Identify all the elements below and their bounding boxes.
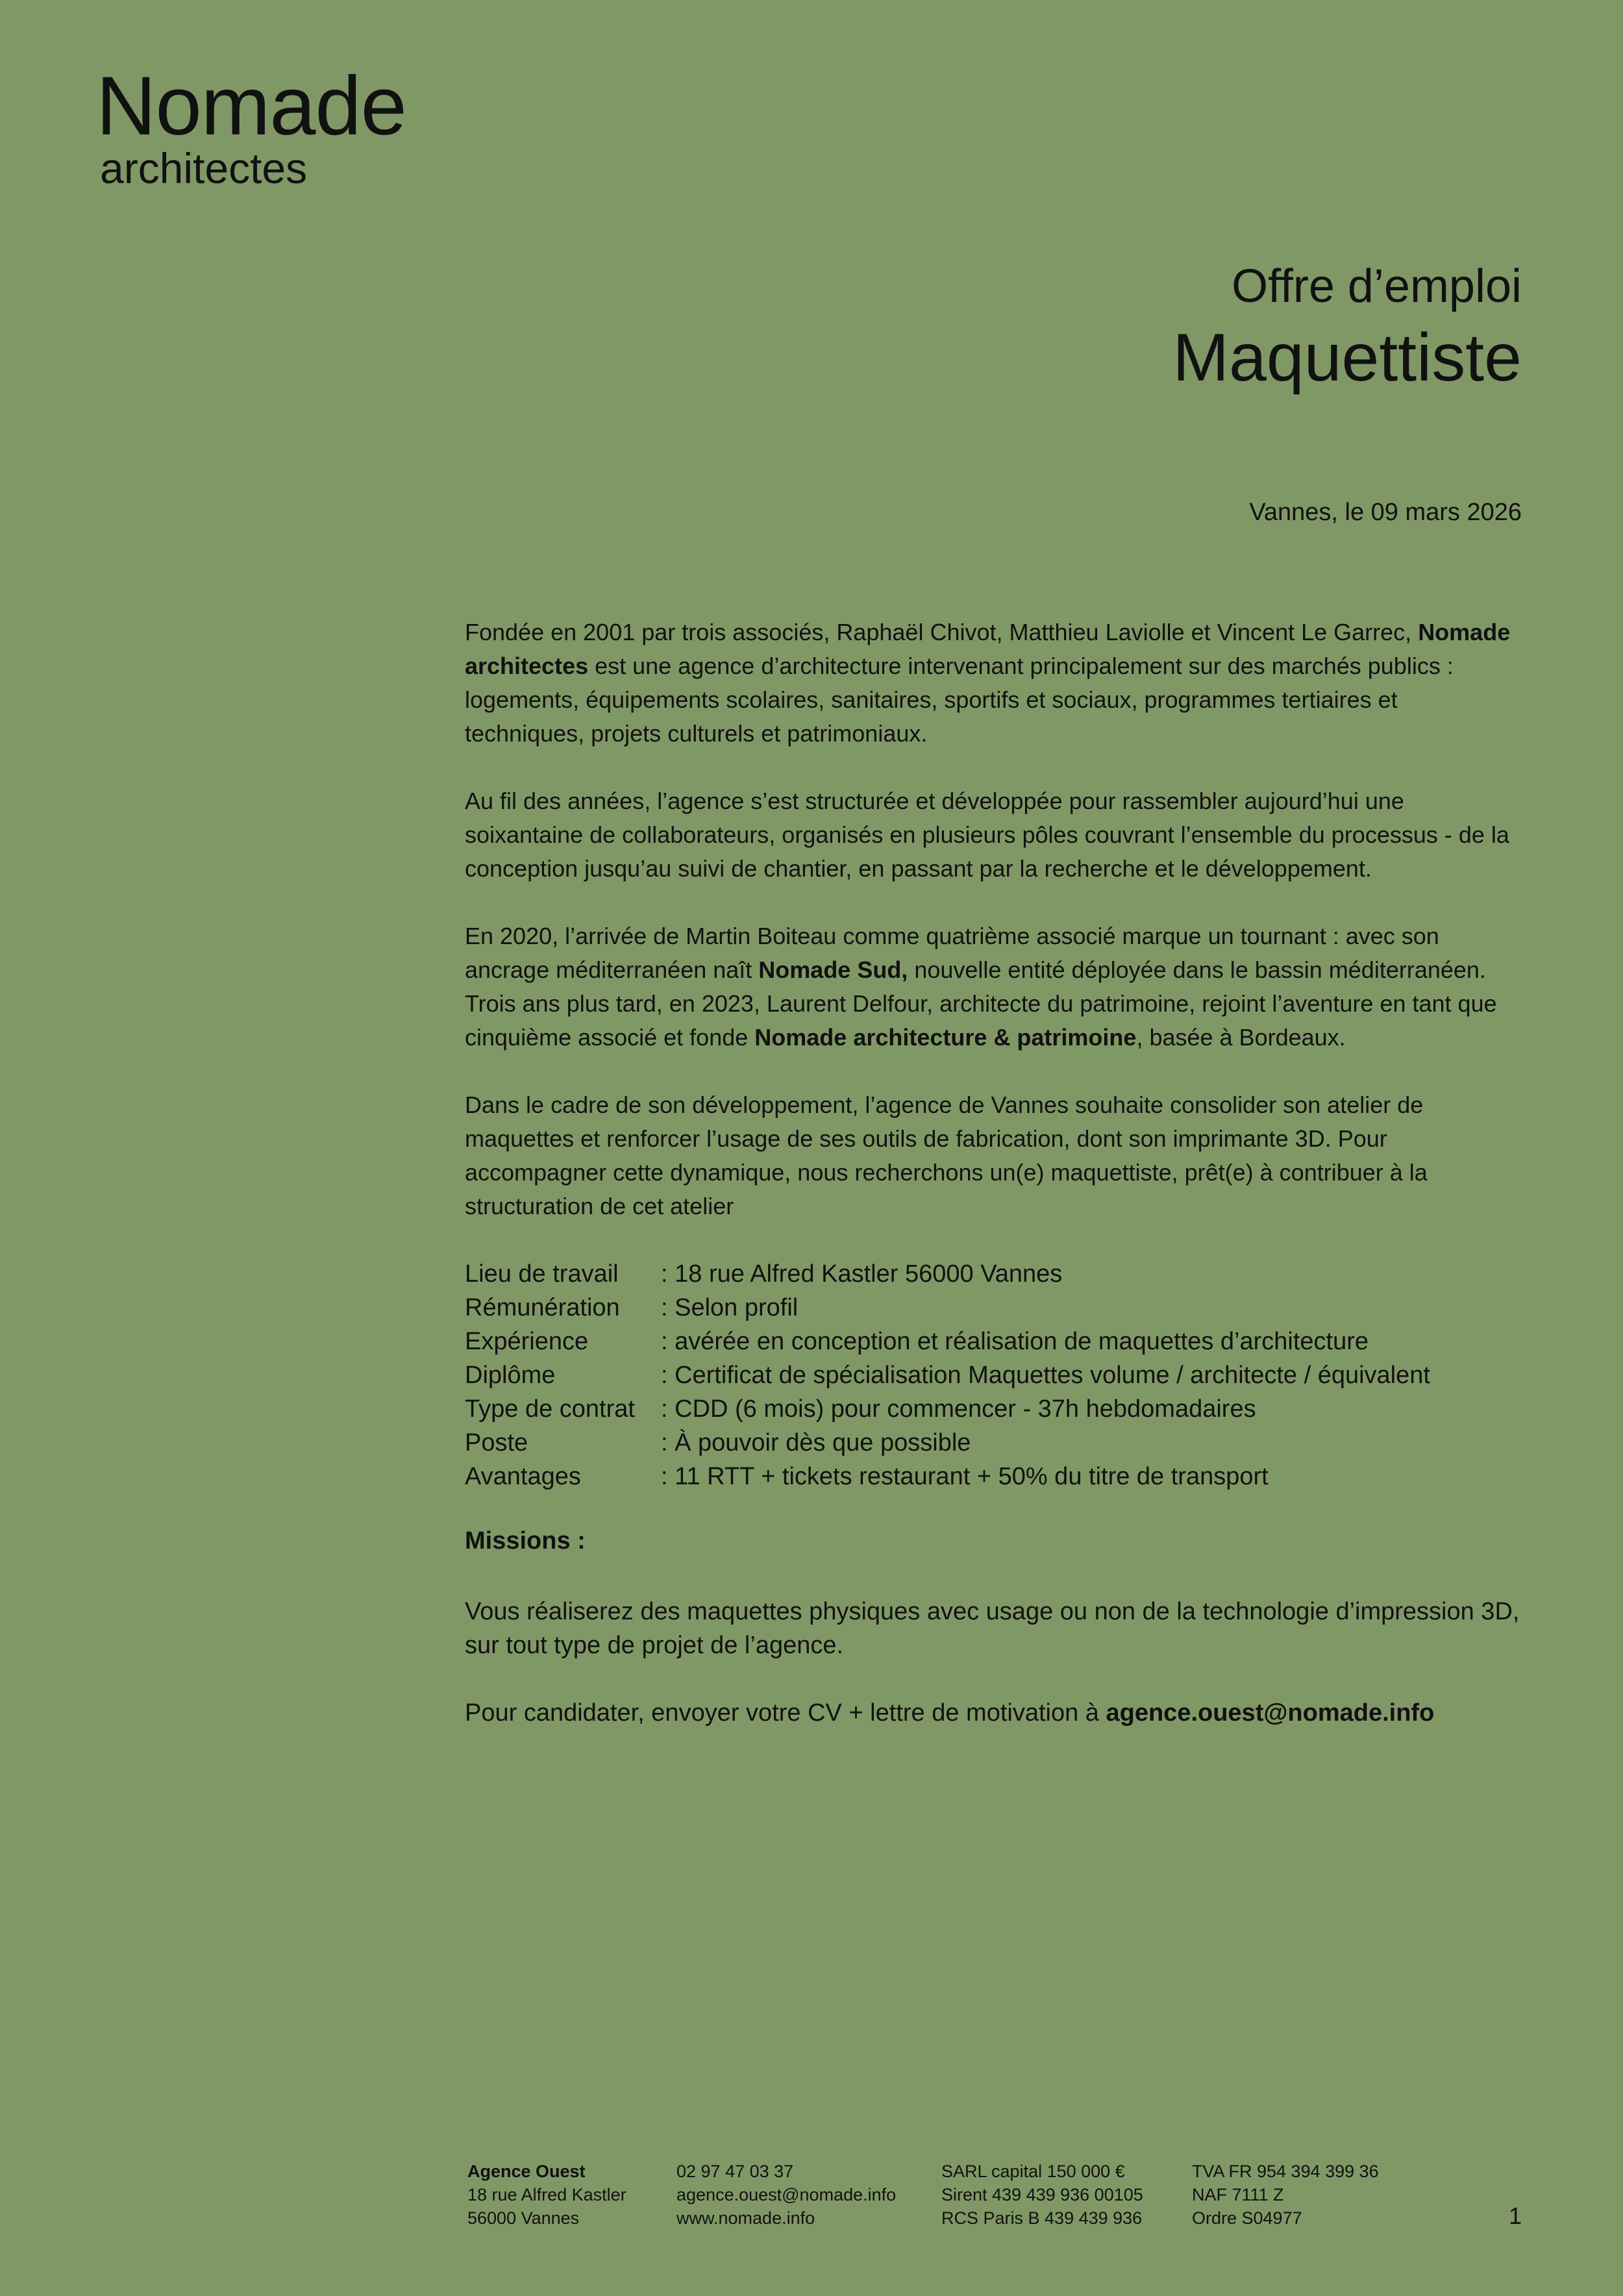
text-span: , basée à Bordeaux. (1136, 1024, 1346, 1051)
text-span: En 2020, l’arrivée de Martin Boiteau comme quatrième associé marque un tournant : avec son ancrage méditerranéen naît (465, 923, 1439, 983)
application-instructions (465, 1696, 1434, 1730)
footer-ordre: Ordre S04977 (1192, 2208, 1302, 2228)
page-number: 1 (1508, 2202, 1522, 2229)
entity-name-bold: Nomade architecture & patrimoine (754, 1024, 1137, 1051)
footer-city: 56000 Vannes (467, 2208, 580, 2228)
apply-text: Pour candidater, envoyer votre CV + lettre de motivation à (465, 1699, 1106, 1727)
detail-row (465, 1460, 1430, 1493)
detail-label: Diplôme (465, 1362, 556, 1389)
text-span: est une agence d’architecture intervenant principalement sur des marchés publics : logements, équipements scolaires, sanitaires, sportifs et sociaux, programmes tertiaires et techniques, projets culturels et patrimoniaux. (465, 653, 1454, 747)
footer-tax (1192, 2160, 1379, 2230)
footer-siret: Sirent 439 439 936 00105 (941, 2185, 1143, 2204)
detail-label: Avantages (465, 1463, 581, 1490)
intro-body (465, 616, 1522, 1257)
footer-naf: NAF 7111 Z (1192, 2185, 1284, 2204)
detail-label: Poste (465, 1429, 528, 1456)
detail-value: : Certificat de spécialisation Maquettes volume / architecte / équivalent (661, 1362, 1430, 1389)
detail-row (465, 1426, 1430, 1460)
document-date: Vannes, le 09 mars 2026 (1249, 499, 1522, 526)
paragraph-development: Dans le cadre de son développement, l’agence de Vannes souhaite consolider son atelier de maquettes et renforcer l’usage de ses outils de fabrication, dont son imprimante 3D. Pour accompagner cette dynamique, nous recherchons un(e) maquettiste, prêt(e) à contribuer à la structuration de cet atelier (465, 1092, 1428, 1219)
detail-value: : Selon profil (661, 1294, 799, 1321)
footer-email[interactable]: agence.ouest@nomade.info (676, 2185, 897, 2204)
footer-website[interactable]: www.nomade.info (676, 2208, 815, 2228)
detail-value: : CDD (6 mois) pour commencer - 37h hebdomadaires (661, 1395, 1256, 1423)
footer-tva: TVA FR 954 394 399 36 (1192, 2162, 1379, 2181)
detail-label: Rémunération (465, 1294, 620, 1321)
footer-rcs: RCS Paris B 439 439 936 (941, 2208, 1143, 2228)
detail-label: Type de contrat (465, 1395, 635, 1423)
logo-subtitle: architectes (100, 144, 308, 192)
detail-value: : À pouvoir dès que possible (661, 1429, 971, 1456)
footer-agency-name: Agence Ouest (467, 2162, 586, 2181)
detail-row (465, 1358, 1430, 1392)
footer-capital: SARL capital 150 000 € (941, 2162, 1125, 2181)
entity-name-bold: Nomade Sud, (758, 956, 908, 983)
company-name-bold: Nomade architectes (465, 619, 1511, 679)
footer-contact (676, 2160, 896, 2230)
paragraph-growth: Au fil des années, l’agence s’est structurée et développée pour rassembler aujourd’hui une soixantaine de collaborateurs, organisés en plusieurs pôles couvrant l’ensemble du processus - de la conception jusqu’au suivi de chantier, en passant par la recherche et le développement. (465, 788, 1509, 882)
job-title: Maquettiste (1172, 320, 1522, 396)
logo-name: Nomade (96, 60, 406, 153)
detail-row (465, 1257, 1430, 1291)
detail-label: Expérience (465, 1328, 589, 1355)
footer-phone: 02 97 47 03 37 (676, 2162, 794, 2181)
detail-row (465, 1325, 1430, 1358)
heading-kicker: Offre d’emploi (1232, 260, 1522, 312)
detail-value: : avérée en conception et réalisation de maquettes d’architecture (661, 1328, 1369, 1355)
text-span: Fondée en 2001 par trois associés, Raphaël Chivot, Matthieu Laviolle et Vincent Le Garrec, (465, 619, 1419, 645)
missions-text: Vous réaliserez des maquettes physiques avec usage ou non de la technologie d’impression 3D, sur tout type de projet de l’agence. (465, 1598, 1520, 1659)
apply-email[interactable]: agence.ouest@nomade.info (1106, 1699, 1435, 1727)
text-span: nouvelle entité déployée dans le bassin méditerranéen. Trois ans plus tard, en 2023, Laurent Delfour, architecte du patrimoine, rejoint l’aventure en tant que cinquième associé et fonde (465, 956, 1497, 1051)
detail-row (465, 1291, 1430, 1325)
detail-label: Lieu de travail (465, 1260, 619, 1288)
detail-value: : 18 rue Alfred Kastler 56000 Vannes (661, 1260, 1063, 1288)
paragraph-history (465, 919, 1522, 1054)
job-details (465, 1257, 1430, 1493)
detail-row (465, 1392, 1430, 1426)
paragraph-founding (465, 616, 1522, 751)
detail-value: : 11 RTT + tickets restaurant + 50% du titre de transport (661, 1463, 1269, 1490)
company-logo (96, 60, 406, 192)
document-heading (1172, 258, 1522, 397)
footer-legal (941, 2160, 1143, 2230)
missions-heading: Missions : (465, 1527, 586, 1554)
footer-street: 18 rue Alfred Kastler (467, 2185, 626, 2204)
footer-agency (467, 2160, 626, 2230)
